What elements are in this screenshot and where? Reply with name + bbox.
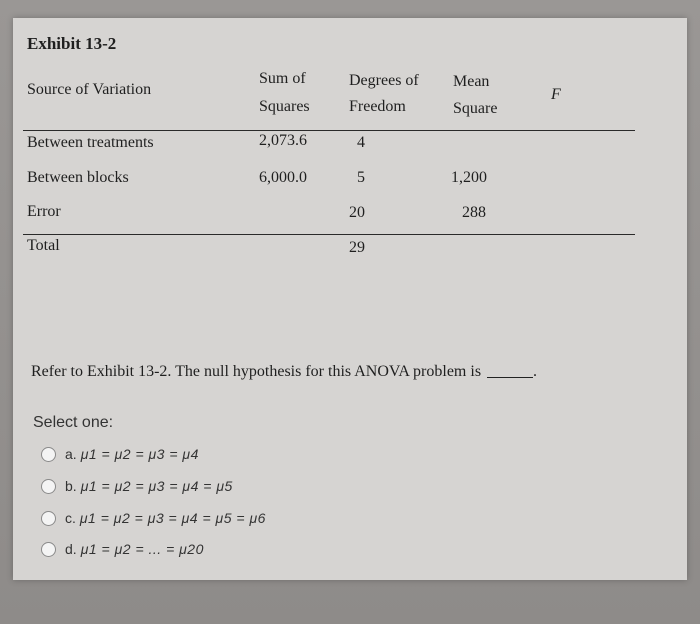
option-b[interactable] (41, 478, 233, 494)
row-ms-between-blocks: 1,200 (451, 169, 487, 186)
row-df-between-blocks: 5 (357, 169, 365, 186)
option-c-letter: c. (65, 510, 76, 526)
total-rule (23, 234, 635, 235)
option-a[interactable] (41, 446, 199, 462)
header-source: Source of Variation (27, 81, 152, 98)
header-ms-line1: Mean (453, 73, 490, 90)
radio-a[interactable] (41, 447, 56, 462)
row-source-between-treatments: Between treatments (27, 134, 154, 151)
radio-d[interactable] (41, 542, 56, 557)
option-d-text: μ1 = μ2 = ... = μ20 (80, 541, 204, 557)
header-ms-line2: Square (453, 100, 498, 117)
header-df-line2: Freedom (349, 98, 406, 115)
header-df-line1: Degrees of (349, 72, 419, 89)
question-end: . (533, 363, 538, 380)
option-b-text: μ1 = μ2 = μ3 = μ4 = μ5 (80, 478, 233, 494)
exhibit-title: Exhibit 13-2 (27, 34, 117, 53)
row-df-between-treatments: 4 (357, 134, 365, 151)
header-rule (23, 130, 635, 131)
option-c-text: μ1 = μ2 = μ3 = μ4 = μ5 = μ6 (79, 510, 266, 526)
option-b-letter: b. (65, 478, 77, 494)
select-one-label: Select one: (33, 414, 114, 431)
option-d-letter: d. (65, 541, 77, 557)
question-card (13, 18, 687, 580)
header-ss-line2: Squares (259, 98, 310, 115)
option-a-text: μ1 = μ2 = μ3 = μ4 (80, 446, 199, 462)
row-source-error: Error (27, 203, 61, 220)
row-ss-between-treatments: 2,073.6 (259, 132, 307, 149)
option-d[interactable] (41, 541, 204, 557)
row-df-total: 29 (349, 239, 365, 256)
radio-b[interactable] (41, 479, 56, 494)
row-source-total: Total (27, 237, 60, 254)
option-c[interactable] (41, 510, 266, 526)
row-df-error: 20 (349, 204, 365, 221)
row-ss-between-blocks: 6,000.0 (259, 169, 307, 186)
answer-blank (487, 377, 533, 378)
question-prompt: Refer to Exhibit 13-2. The null hypothesis for this ANOVA problem is (31, 363, 482, 380)
header-ss-line1: Sum of (259, 70, 306, 87)
option-a-letter: a. (65, 446, 77, 462)
question-text (31, 363, 537, 381)
radio-c[interactable] (41, 511, 56, 526)
row-source-between-blocks: Between blocks (27, 169, 129, 186)
header-f: F (551, 86, 561, 103)
row-ms-error: 288 (462, 204, 486, 221)
